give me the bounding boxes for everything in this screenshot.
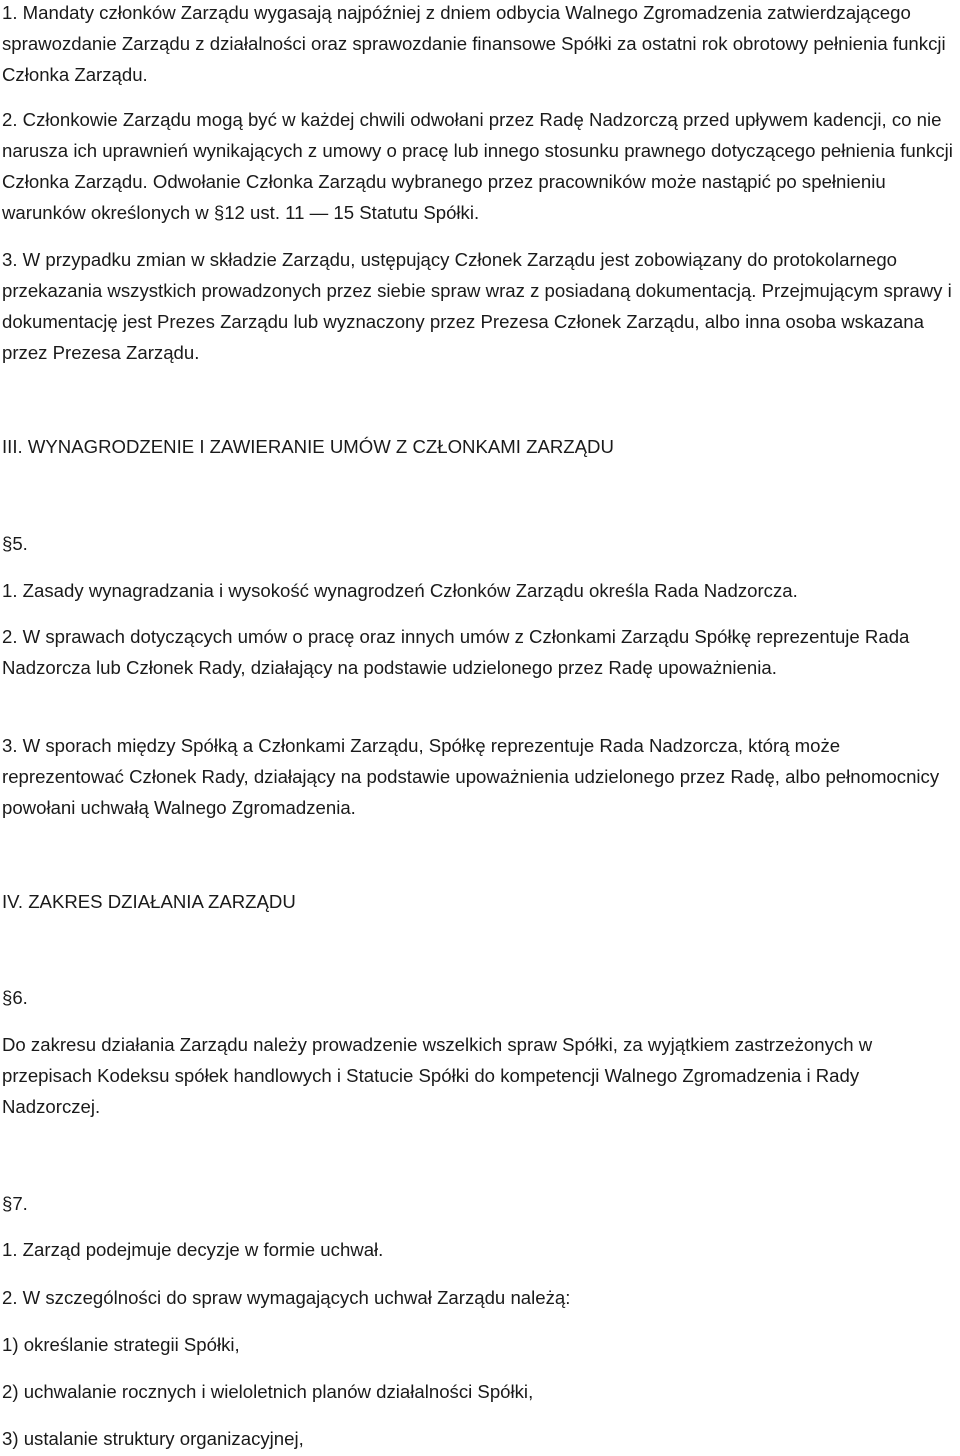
- paragraph-mandates: 1. Mandaty członków Zarządu wygasają najpóźniej z dniem odbycia Walnego Zgromadzenia zatwierdzającego sprawozdanie Zarządu z działalności oraz sprawozdanie finansowe Spółki za ostatni rok obrotowy pełnienia funkcji Członka Zarządu.: [2, 2, 946, 85]
- section-heading-iv: IV. ZAKRES DZIAŁANIA ZARZĄDU: [2, 891, 296, 912]
- paragraph-remuneration: 1. Zasady wynagradzania i wysokość wynagrodzeń Członków Zarządu określa Rada Nadzorcza.: [2, 580, 798, 601]
- list-item-strategy: 1) określanie strategii Spółki,: [2, 1334, 240, 1355]
- paragraph-matters-list-intro: 2. W szczególności do spraw wymagających uchwał Zarządu należą:: [2, 1287, 571, 1308]
- section-number-7: §7.: [2, 1193, 28, 1214]
- paragraph-employment-contracts: 2. W sprawach dotyczących umów o pracę oraz innych umów z Członkami Zarządu Spółkę reprezentuje Rada Nadzorcza lub Członek Rady, działający na podstawie udzielonego przez Radę upoważnienia.: [2, 626, 910, 678]
- paragraph-disputes: 3. W sporach między Spółką a Członkami Zarządu, Spółkę reprezentuje Rada Nadzorcza, którą może reprezentować Członek Rady, działający na podstawie upoważnienia udzielonego przez Radę, albo pełnomocnicy powołani uchwałą Walnego Zgromadzenia.: [2, 735, 940, 818]
- section-heading-iii: III. WYNAGRODZENIE I ZAWIERANIE UMÓW Z CZŁONKAMI ZARZĄDU: [2, 436, 614, 457]
- paragraph-resolutions: 1. Zarząd podejmuje decyzje w formie uchwał.: [2, 1239, 384, 1260]
- section-number-5: §5.: [2, 533, 28, 554]
- section-number-6: §6.: [2, 987, 28, 1008]
- paragraph-handover: 3. W przypadku zmian w składzie Zarządu, ustępujący Członek Zarządu jest zobowiązany do protokolarnego przekazania wszystkich prowadzonych przez siebie spraw wraz z posiadaną dokumentacją. Przejmującym sprawy i dokumentację jest Prezes Zarządu lub wyznaczony przez Prezesa Członek Zarządu, albo inna osoba wskazana przez Prezesa Zarządu.: [2, 249, 952, 363]
- list-item-plans: 2) uchwalanie rocznych i wieloletnich planów działalności Spółki,: [2, 1381, 534, 1402]
- list-item-structure: 3) ustalanie struktury organizacyjnej,: [2, 1428, 304, 1449]
- paragraph-scope: Do zakresu działania Zarządu należy prowadzenie wszelkich spraw Spółki, za wyjątkiem zastrzeżonych w przepisach Kodeksu spółek handlowych i Statucie Spółki do kompetencji Walnego Zgromadzenia i Rady Nadzorczej.: [2, 1034, 873, 1117]
- paragraph-dismissal: 2. Członkowie Zarządu mogą być w każdej chwili odwołani przez Radę Nadzorczą przed upływem kadencji, co nie narusza ich uprawnień wynikających z umowy o pracę lub innego stosunku prawnego dotyczącego pełnienia funkcji Członka Zarządu. Odwołanie Członka Zarządu wybranego przez pracowników może nastąpić po spełnieniu warunków określonych w §12 ust. 11 — 15 Statutu Spółki.: [2, 109, 953, 223]
